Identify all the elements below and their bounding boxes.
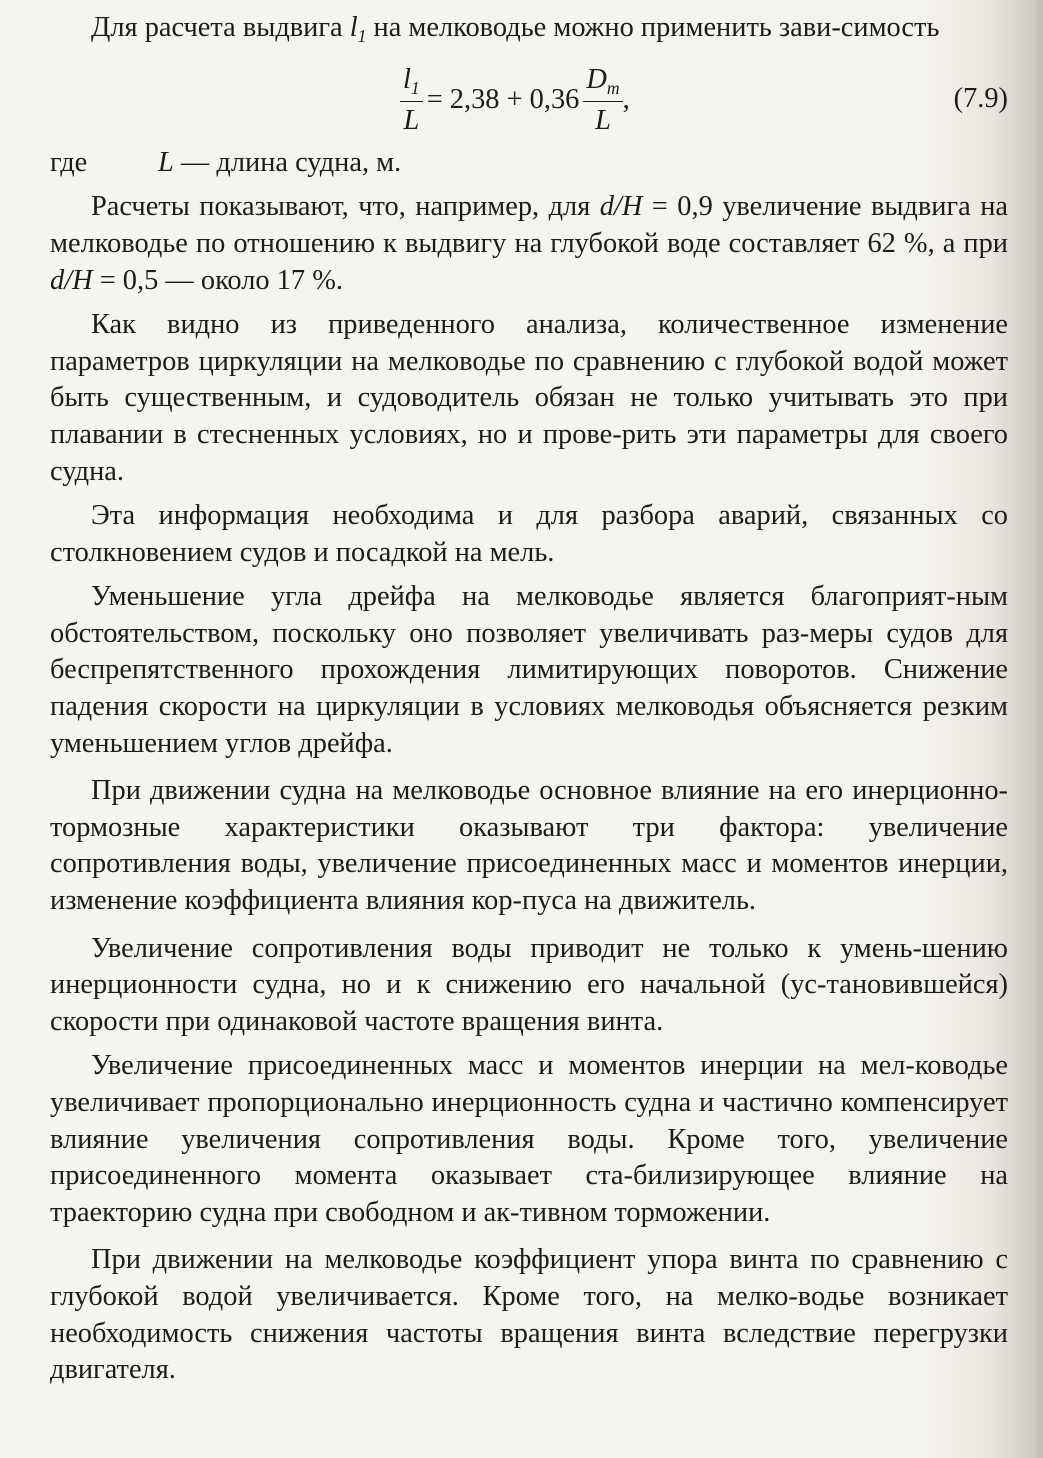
- formula-constants: = 2,38 + 0,36: [426, 84, 580, 116]
- equation-number: (7.9): [953, 82, 1008, 114]
- paragraph-analysis: Как видно из приведенного анализа, количественное изменение параметров циркуляции на мелководье по сравнению с глубокой водой может быть существенным, и судоводитель обязан не только учитывать это при плавании в стесненных условиях, но и прове-рить эти параметры для своего судна.: [50, 309, 1008, 487]
- paragraph-intro: Для расчета выдвига $l_1$ на мелководье можно применить зави-симость: [91, 12, 940, 47]
- fraction-denominator: L: [595, 105, 611, 137]
- fraction-dt-over-l: [583, 63, 622, 137]
- paragraph-added-masses: Увеличение присоединенных масс и моментов инерции на мел-ководье увеличивает пропорционально инерционность судна и частично компенсирует влияние увеличения сопротивления воды. Кроме того, увеличение присоединенного момента оказывает ста-билизирующее влияние на траекторию судна при свободном и ак-тивном торможении.: [50, 1050, 1008, 1228]
- formula-comma: ,: [622, 84, 630, 116]
- page-text: [50, 10, 1008, 1389]
- variable-l1: $l_1$: [349, 12, 367, 47]
- where-word: где: [50, 146, 88, 178]
- paragraph-propeller-thrust: При движении на мелководье коэффициент упора винта по сравнению с глубокой водой увеличивается. Кроме того, на мелко-водье возникает необходимость снижения частоты вращения винта вследствие перегрузки двигателя.: [50, 1244, 1008, 1386]
- paragraph-accidents: Эта информация необходима и для разбора аварий, связанных со столкновением судов и посадкой на мель.: [50, 500, 1008, 568]
- paragraph-drift-angle: Уменьшение угла дрейфа на мелководье является благоприят-ным обстоятельством, поскольку оно позволяет увеличивать раз-меры судов для беспрепятственного прохождения лимитирующих поворотов. Снижение падения скорости на циркуляции в условиях мелководья объясняется резким уменьшением углов дрейфа.: [50, 581, 1008, 759]
- fraction-numerator: $l_1$: [400, 66, 423, 103]
- where-definition: [50, 145, 1008, 182]
- where-explanation: L — длина судна, м.: [158, 146, 402, 178]
- fraction-denominator: L: [403, 105, 420, 137]
- fraction-numerator: $D_т$: [583, 66, 622, 103]
- paragraph-water-resistance: Увеличение сопротивления воды приводит не только к умень-шению инерционности судна, но и к снижению его начальной (ус-тановившейся) скорости при одинаковой частоте вращения винта.: [50, 932, 1008, 1037]
- fraction-l1-over-l: [400, 63, 423, 137]
- paragraph-braking-factors: При движении судна на мелководье основное влияние на его инерционно-тормозные характеристики оказывают три фактора: увеличение сопротивления воды, увеличение присоединенных масс и моментов инерции, изменение коэффициента влияния кор-пуса на движитель.: [50, 775, 1008, 917]
- formula-7-9: [50, 57, 1008, 145]
- formula-body: [400, 61, 630, 141]
- paragraph-calculations: Расчеты показывают, что, например, для d/H = 0,9 увеличение выдвига на мелководье по отношению к выдвигу на глубокой воде составляет 62 %, а при d/H = 0,5 — около 17 %.: [50, 191, 1008, 296]
